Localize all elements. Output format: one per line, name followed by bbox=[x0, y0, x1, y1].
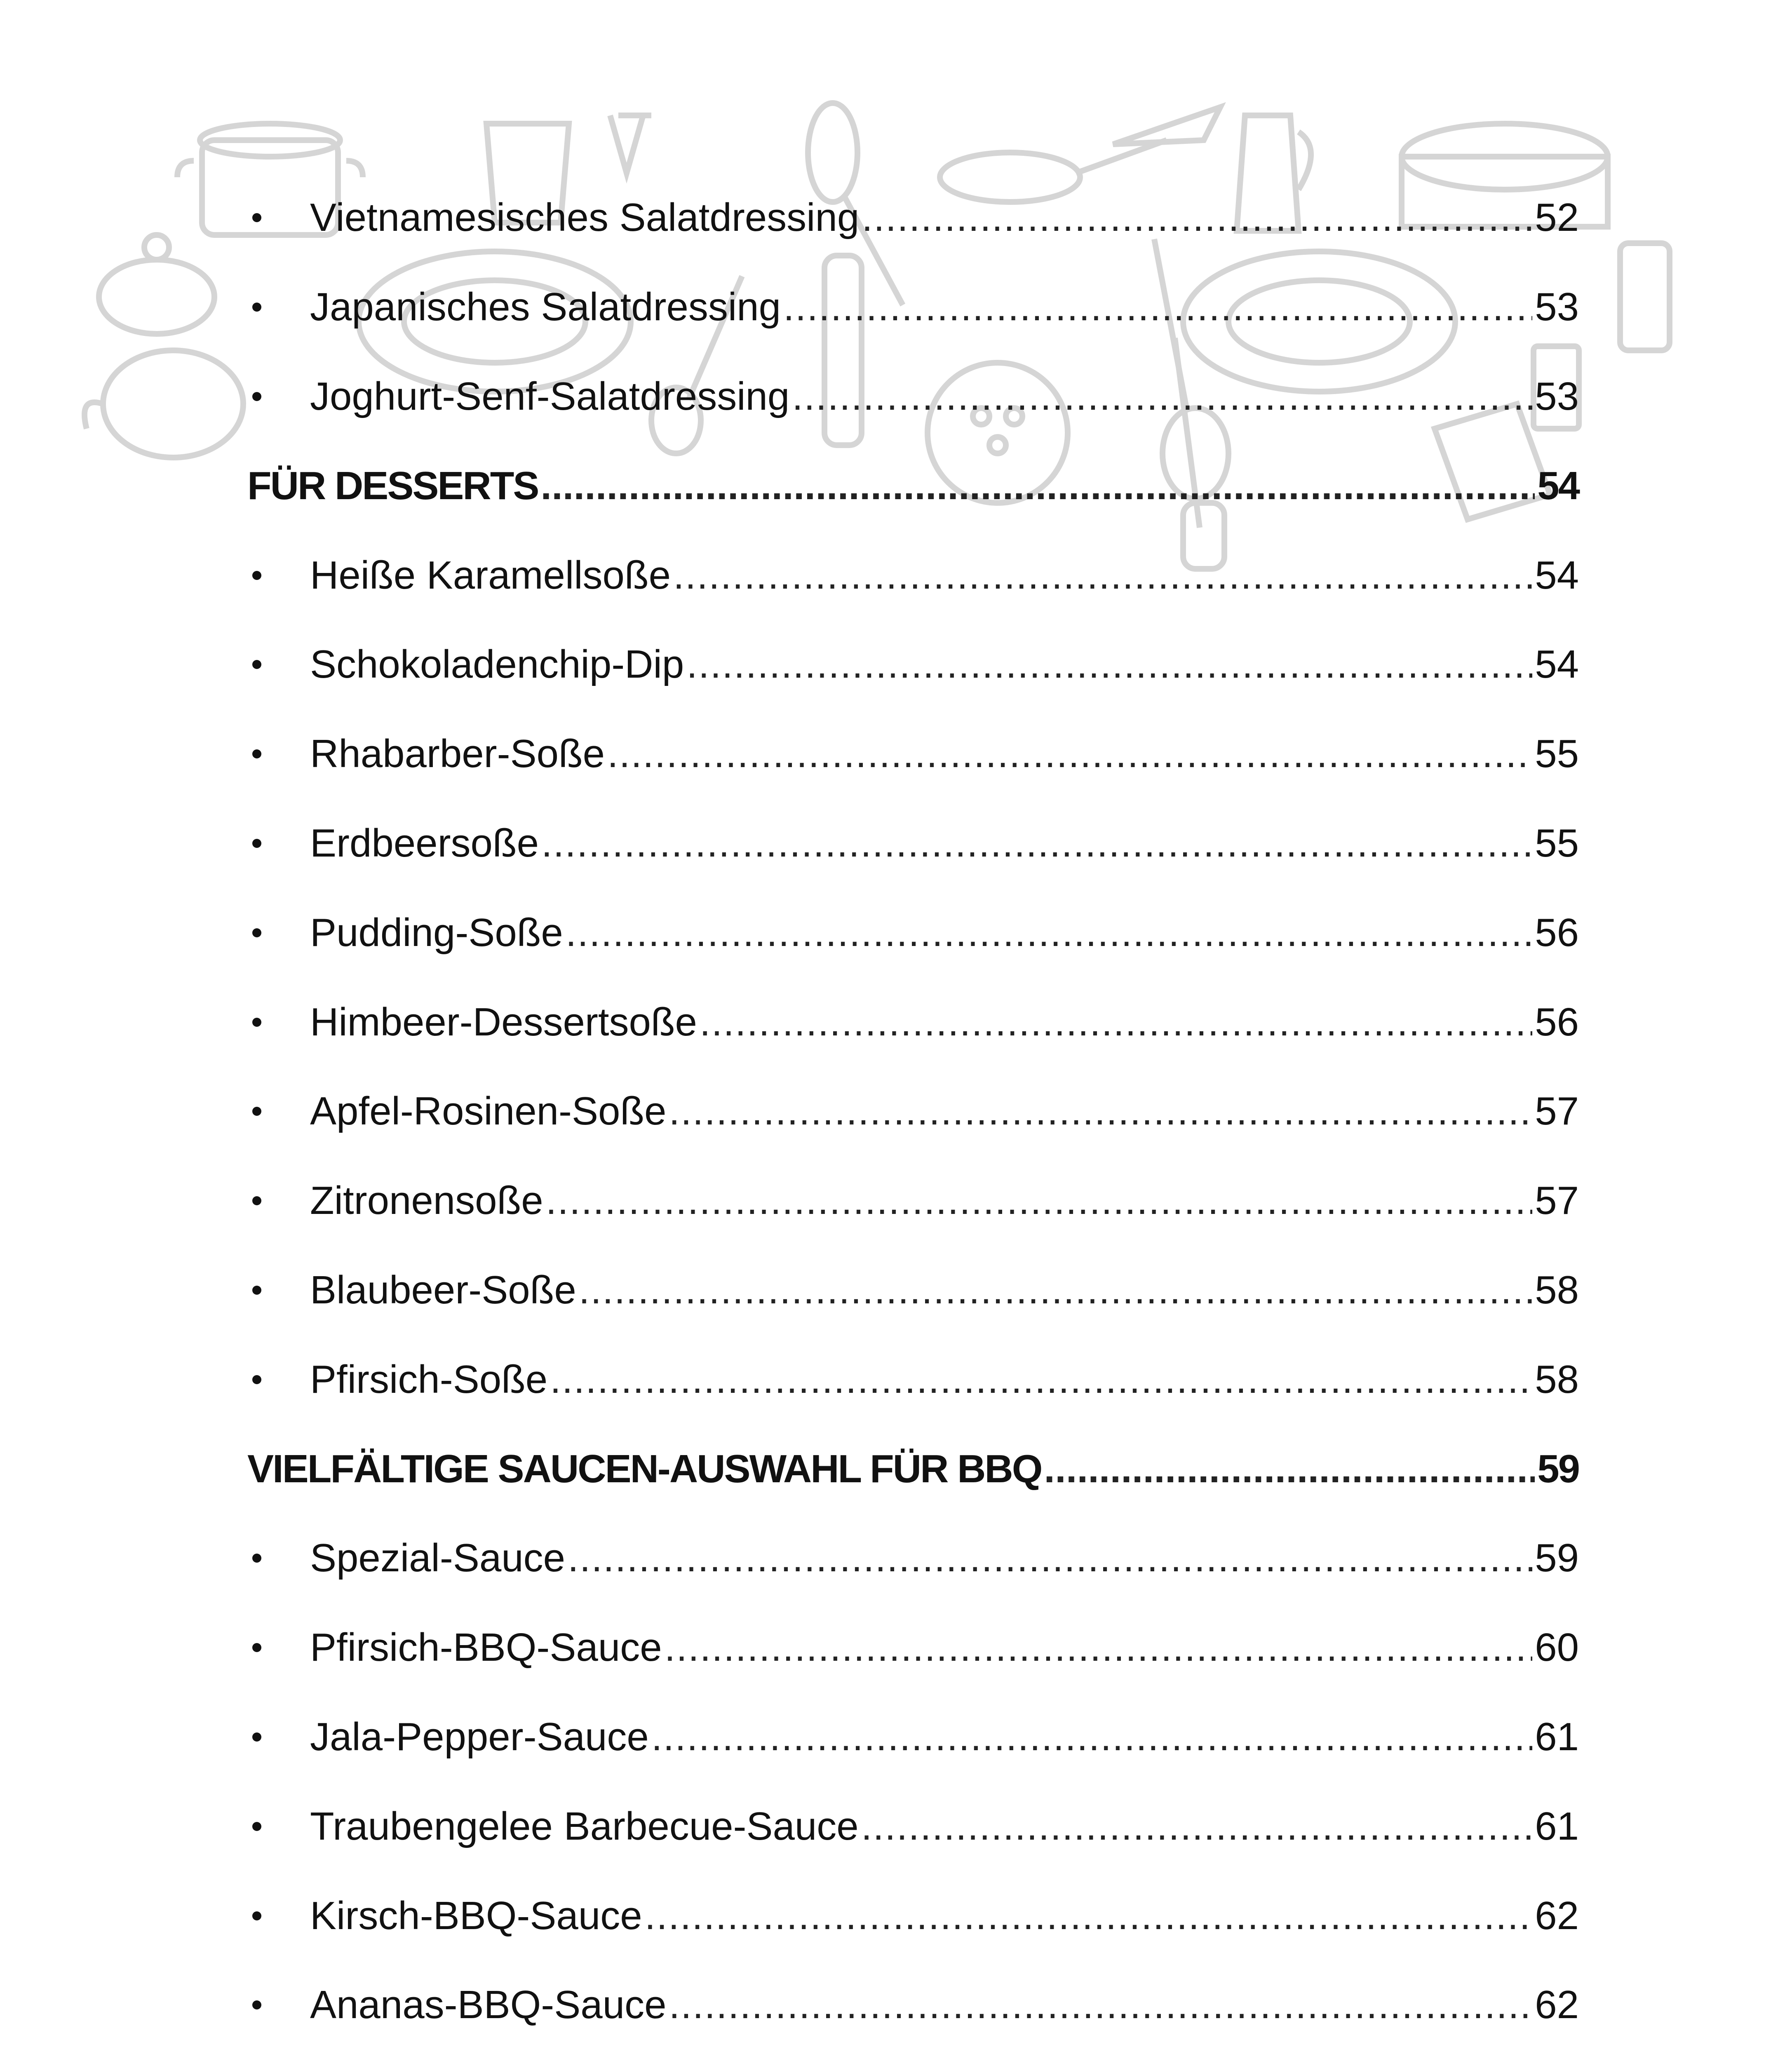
toc-entry-title: Pudding-Soße bbox=[310, 910, 563, 955]
toc-page-number: 57 bbox=[1535, 1178, 1579, 1223]
toc-page-number: 61 bbox=[1535, 1804, 1579, 1848]
toc-entry[interactable] bbox=[247, 1692, 1579, 1782]
toc-page-number: 54 bbox=[1535, 553, 1579, 597]
toc-entry-title: VIELFÄLTIGE SAUCEN-AUSWAHL FÜR BBQ bbox=[247, 1446, 1042, 1491]
toc-entry-title: Spezial-Sauce bbox=[310, 1536, 566, 1580]
toc-line bbox=[247, 1712, 1579, 1762]
toc-entry[interactable] bbox=[247, 531, 1579, 620]
toc-page-number: 56 bbox=[1535, 910, 1579, 955]
toc-page-number: 55 bbox=[1535, 732, 1579, 776]
toc-line bbox=[247, 1176, 1579, 1225]
dot-leader bbox=[651, 1712, 1532, 1762]
dot-leader bbox=[673, 551, 1532, 600]
toc-entry-title: Pfirsich-Soße bbox=[310, 1357, 548, 1401]
bullet-icon bbox=[252, 1822, 261, 1831]
bullet-icon bbox=[252, 1911, 261, 1920]
toc-line bbox=[247, 1444, 1579, 1494]
toc-line bbox=[247, 908, 1579, 958]
dot-leader bbox=[665, 1623, 1533, 1672]
bullet-icon bbox=[252, 1643, 261, 1652]
toc-entry-title: Zitronensoße bbox=[310, 1178, 543, 1223]
toc-line bbox=[247, 461, 1579, 511]
toc-line bbox=[247, 1891, 1579, 1941]
dot-leader bbox=[669, 1087, 1532, 1136]
toc-page-number: 58 bbox=[1535, 1268, 1579, 1312]
toc-entry-title: Japanisches Salatdressing bbox=[310, 285, 781, 329]
bullet-icon bbox=[252, 928, 261, 937]
dot-leader bbox=[568, 1533, 1532, 1583]
dot-leader bbox=[669, 1980, 1532, 2030]
toc-entry[interactable] bbox=[247, 1514, 1579, 1603]
toc-page-number: 54 bbox=[1535, 642, 1579, 687]
dot-leader bbox=[546, 1176, 1533, 1225]
toc-line bbox=[247, 1265, 1579, 1315]
toc-entry[interactable] bbox=[247, 263, 1579, 352]
toc-entry-title: Blaubeer-Soße bbox=[310, 1268, 576, 1312]
toc-line bbox=[247, 551, 1579, 600]
toc-page-number: 57 bbox=[1535, 1089, 1579, 1134]
toc-line bbox=[247, 1623, 1579, 1672]
toc-entry[interactable] bbox=[247, 888, 1579, 977]
toc-page-number: 62 bbox=[1535, 1983, 1579, 2027]
toc-entry-title: Kirsch-BBQ-Sauce bbox=[310, 1893, 642, 1938]
toc-line bbox=[247, 998, 1579, 1047]
toc-page-number: 62 bbox=[1535, 1893, 1579, 1938]
toc-page-number: 61 bbox=[1535, 1714, 1579, 1759]
toc-entry-title: FÜR DESSERTS bbox=[247, 463, 538, 508]
table-of-contents bbox=[247, 173, 1579, 2061]
toc-line bbox=[247, 1087, 1579, 1136]
toc-line bbox=[247, 1980, 1579, 2030]
toc-entry[interactable] bbox=[247, 1067, 1579, 1156]
toc-line bbox=[247, 372, 1579, 421]
bullet-icon bbox=[252, 839, 261, 848]
toc-line bbox=[247, 819, 1579, 868]
toc-line bbox=[247, 729, 1579, 779]
toc-entry[interactable] bbox=[247, 1156, 1579, 1246]
toc-page-number: 60 bbox=[1535, 1625, 1579, 1670]
toc-page-number: 55 bbox=[1535, 821, 1579, 865]
bullet-icon bbox=[252, 1196, 261, 1205]
toc-entry[interactable] bbox=[247, 977, 1579, 1067]
toc-entry[interactable] bbox=[247, 1335, 1579, 1424]
bullet-icon bbox=[252, 571, 261, 580]
toc-entry-title: Schokoladenchip-Dip bbox=[310, 642, 684, 687]
toc-line bbox=[247, 1533, 1579, 1583]
knife-icon bbox=[1113, 107, 1220, 144]
bullet-icon bbox=[252, 1732, 261, 1742]
toc-line bbox=[247, 282, 1579, 332]
bullet-icon bbox=[252, 392, 261, 401]
toc-page-number: 54 bbox=[1537, 463, 1579, 508]
toc-entry[interactable] bbox=[247, 1871, 1579, 1960]
toc-entry[interactable] bbox=[247, 620, 1579, 709]
dot-leader bbox=[579, 1265, 1533, 1315]
dot-leader bbox=[792, 372, 1532, 421]
teapot-icon bbox=[85, 235, 243, 458]
dot-leader bbox=[686, 640, 1532, 689]
dot-leader bbox=[566, 908, 1532, 958]
toc-entry-title: Rhabarber-Soße bbox=[310, 732, 605, 776]
toc-entry-title: Heiße Karamellsoße bbox=[310, 553, 671, 597]
toc-entry-title: Apfel-Rosinen-Soße bbox=[310, 1089, 667, 1134]
bullet-icon bbox=[252, 1286, 261, 1295]
toc-section-heading[interactable] bbox=[247, 1424, 1579, 1514]
toc-entry-title: Vietnamesisches Salatdressing bbox=[310, 195, 860, 240]
toc-entry-title: Pfirsich-BBQ-Sauce bbox=[310, 1625, 662, 1670]
dot-leader bbox=[540, 461, 1535, 511]
toc-entry-title: Himbeer-Dessertsoße bbox=[310, 1000, 697, 1044]
toc-page-number: 52 bbox=[1535, 195, 1579, 240]
dot-leader bbox=[783, 282, 1532, 332]
toc-entry-title: Jala-Pepper-Sauce bbox=[310, 1714, 649, 1759]
toc-entry[interactable] bbox=[247, 352, 1579, 441]
dot-leader bbox=[1044, 1444, 1535, 1494]
toc-entry[interactable] bbox=[247, 799, 1579, 888]
toc-line bbox=[247, 640, 1579, 689]
toc-page-number: 59 bbox=[1535, 1536, 1579, 1580]
toc-page-number: 53 bbox=[1535, 374, 1579, 418]
dot-leader bbox=[607, 729, 1532, 779]
bullet-icon bbox=[252, 749, 261, 758]
toc-entry[interactable] bbox=[247, 1246, 1579, 1335]
toc-entry[interactable] bbox=[247, 1782, 1579, 1871]
toc-page-number: 53 bbox=[1535, 285, 1579, 329]
toc-section-heading[interactable] bbox=[247, 441, 1579, 531]
toc-entry-title: Joghurt-Senf-Salatdressing bbox=[310, 374, 790, 418]
toc-entry[interactable] bbox=[247, 2050, 1579, 2061]
toc-line bbox=[247, 1355, 1579, 1404]
toc-entry[interactable] bbox=[247, 173, 1579, 263]
toc-entry-title: Erdbeersoße bbox=[310, 821, 539, 865]
toc-entry-title: Ananas-BBQ-Sauce bbox=[310, 1983, 667, 2027]
dot-leader bbox=[700, 998, 1532, 1047]
dot-leader bbox=[541, 819, 1532, 868]
toc-page-number: 56 bbox=[1535, 1000, 1579, 1044]
toc-entry[interactable] bbox=[247, 1960, 1579, 2050]
bullet-icon bbox=[252, 1375, 261, 1384]
dot-leader bbox=[550, 1355, 1532, 1404]
toc-entry-title: Traubengelee Barbecue-Sauce bbox=[310, 1804, 859, 1848]
dot-leader bbox=[645, 1891, 1533, 1941]
bullet-icon bbox=[252, 1018, 261, 1027]
toc-page-number: 58 bbox=[1535, 1357, 1579, 1401]
toc-page-number: 59 bbox=[1537, 1446, 1579, 1491]
dot-leader bbox=[862, 193, 1532, 242]
toc-line bbox=[247, 193, 1579, 242]
dot-leader bbox=[861, 1802, 1533, 1851]
toc-entry[interactable] bbox=[247, 709, 1579, 799]
toc-entry[interactable] bbox=[247, 1603, 1579, 1692]
toc-line bbox=[247, 1802, 1579, 1851]
